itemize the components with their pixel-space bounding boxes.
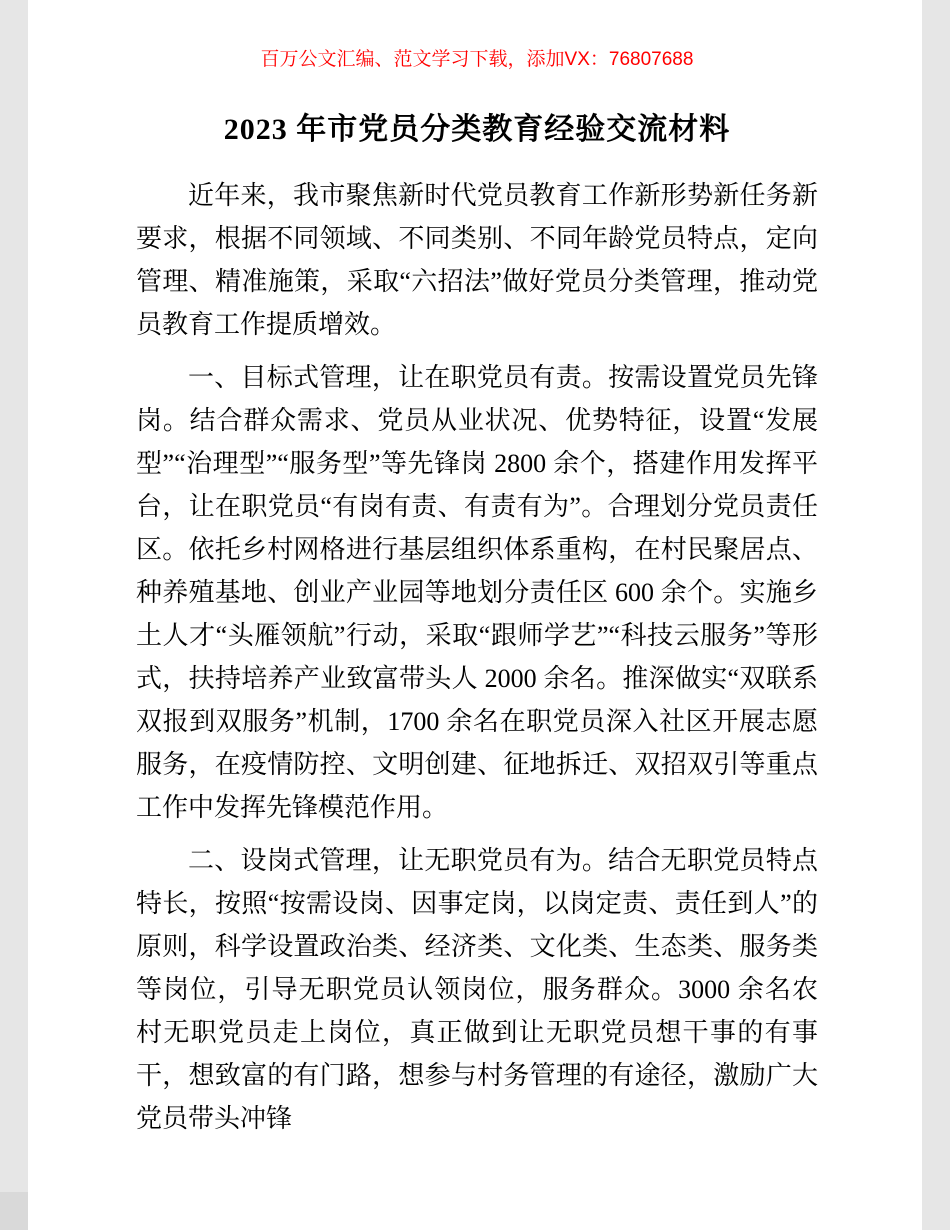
- paragraph-section-1: 一、目标式管理，让在职党员有责。按需设置党员先锋岗。结合群众需求、党员从业状况、优势特征，设置“发展型”“治理型”“服务型”等先锋岗 2800 余个，搭建作用发挥平台，让在职党员“有岗有责、有责有为”。合理划分党员责任区。依托乡村网格进行基层组织体系重构，在村民聚居点、种养殖基地、创业产业园等地划分责任区 600 余个。实施乡土人才“头雁领航”行动，采取“跟师学艺”“科技云服务”等形式，扶持培养产业致富带头人 2000 余名。推深做实“双联系双报到双服务”机制，1700 余名在职党员深入社区开展志愿服务，在疫情防控、文明创建、征地拆迁、双招双引等重点工作中发挥先锋模范作用。: [136, 363, 818, 822]
- right-margin-strip: [922, 0, 950, 1230]
- left-margin-strip: [0, 0, 28, 1230]
- document-title: 2023 年市党员分类教育经验交流材料: [223, 113, 731, 146]
- paragraph-intro: 近年来，我市聚焦新时代党员教育工作新形势新任务新要求，根据不同领域、不同类别、不同年龄党员特点，定向管理、精准施策，采取“六招法”做好党员分类管理，推动党员教育工作提质增效。: [136, 181, 818, 339]
- document-page: [28, 0, 922, 1230]
- paragraph-section-2: 二、设岗式管理，让无职党员有为。结合无职党员特点特长，按照“按需设岗、因事定岗，以岗定责、责任到人”的原则，科学设置政治类、经济类、文化类、生态类、服务类等岗位，引导无职党员认领岗位，服务群众。3000 余名农村无职党员走上岗位，真正做到让无职党员想干事的有事干，想致富的有门路，想参与村务管理的有途径，激励广大党员带头冲锋: [136, 846, 818, 1133]
- viewer-corner: [0, 1192, 28, 1230]
- promo-header-text: 百万公文汇编、范文学习下载，添加VX：76807688: [260, 49, 694, 70]
